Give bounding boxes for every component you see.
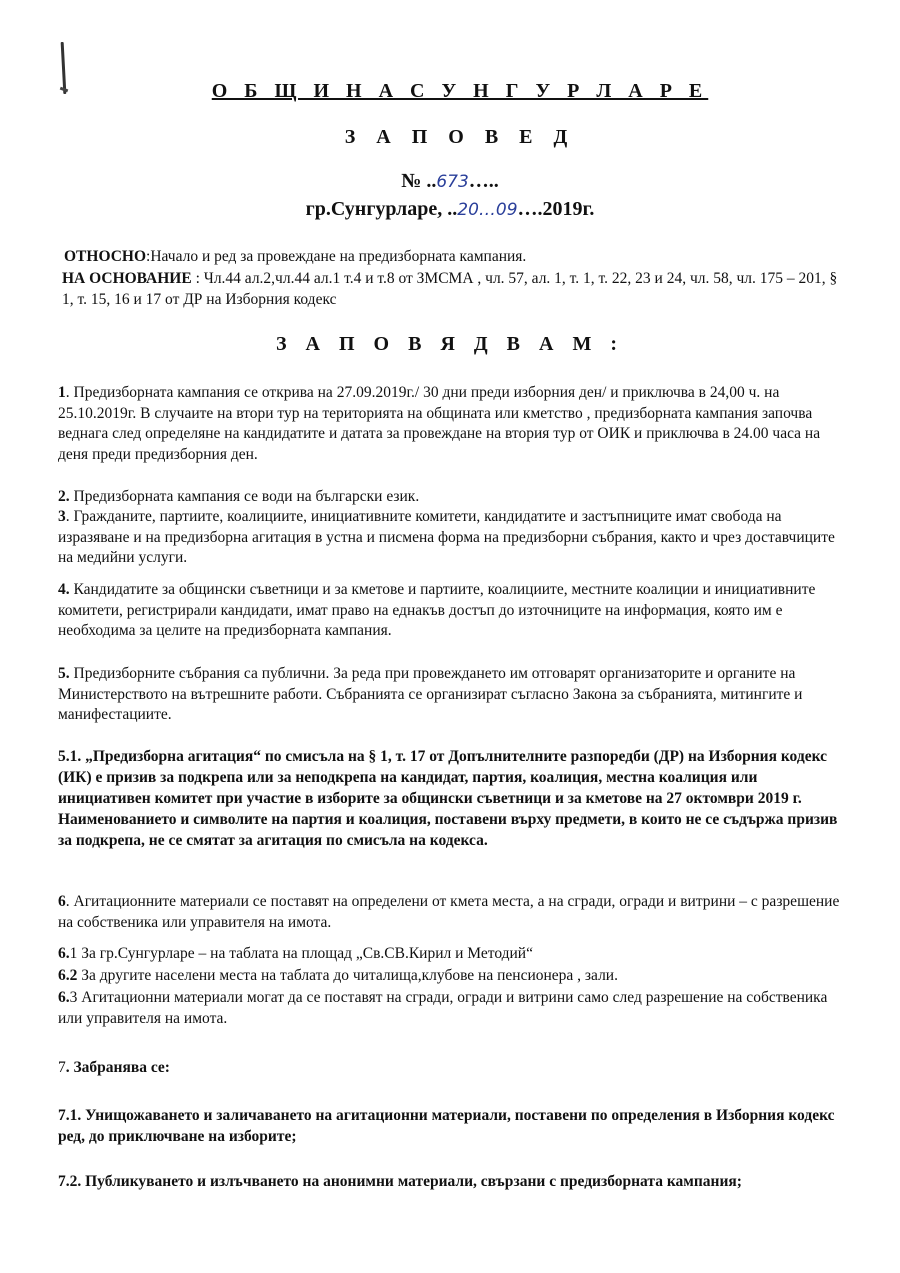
paragraph-6-3: 6.3 Агитационни материали могат да се поставят на сгради, огради и витрини само след разрешение на собственика или управителя на имота. xyxy=(58,989,828,1027)
paragraph-7-1: 7.1. Унищожаването и заличаването на агитационни материали, поставени по определения в Изборния кодекс ред, до приключване на изборите; xyxy=(58,1107,835,1145)
number-prefix: № .. xyxy=(401,170,437,192)
handwritten-date: 20…09 xyxy=(457,200,518,220)
paragraph-6: 6. Агитационните материали се поставят на определени от кмета места, а на сгради, огради и витрини – с разрешение на собственика или управителя на имота. xyxy=(58,893,840,931)
paragraph-5-1: 5.1. „Предизборна агитация“ по смисъла на § 1, т. 17 от Допълнителните разпоредби (ДР) на Изборния кодекс (ИК) е призив за подкрепа или за неподкрепа на кандидат, партия, коалиция, местна коалиция или инициативен комитет при участие в изборите за общински съветници и за кметове на 27 октомври 2019 г. Наименованието и символите на партия и коалиция, поставени върху предмети, в които не се съдържа призив за подкрепа, не се смятат за агитация по смисъла на кодекса. xyxy=(58,748,838,849)
place-prefix: гр.Сунгурларе, .. xyxy=(305,198,458,220)
paragraph-7-2: 7.2. Публикуването и излъчването на анонимни материали, свързани с предизборната кампания; xyxy=(58,1173,742,1190)
municipality-title: О Б Щ И Н А С У Н Г У Р Л А Р Е xyxy=(211,80,709,102)
paragraph-3: 3. Гражданите, партиите, коалициите, инициативните комитети, кандидатите и застъпниците имат свобода на изразяване и на предизборна агитация в устна и писмена форма на предизборни събрания, както и чрез доставчиците на медийни услуги. xyxy=(58,508,835,566)
paragraph-7: 7. Забранява се: xyxy=(58,1059,170,1076)
subject-text: :Начало и ред за провеждане на предизборната кампания. xyxy=(146,248,527,265)
paragraph-6-1: 6.1 За гр.Сунгурларе – на таблата на площад „Св.СВ.Кирил и Методий“ xyxy=(58,945,533,962)
number-suffix: ….. xyxy=(468,170,499,192)
basis-paragraph xyxy=(62,268,842,310)
place-suffix: ….2019г. xyxy=(517,198,595,220)
order-title: З А П О В Е Д xyxy=(344,126,576,148)
paragraph-5: 5. Предизборните събрания са публични. За реда при провеждането им отговарят организаторите и органите на Министерството на вътрешните работи. Събранията се организират съгласно Закона за събранията, митингите и манифестациите. xyxy=(58,665,803,723)
basis-text: : Чл.44 ал.2,чл.44 ал.1 т.4 и т.8 от ЗМСМА , чл. 57, ал. 1, т. 1, т. 22, 23 и 24, чл. 58, чл. 175 – 201, § 1, т. 15, 16 и 17 от ДР на Изборния кодекс xyxy=(62,270,838,308)
basis-label: НА ОСНОВАНИЕ xyxy=(62,270,192,287)
paragraph-2: 2. Предизборната кампания се води на български език. xyxy=(58,488,420,505)
place-date-line xyxy=(0,198,900,221)
command-title: З А П О В Я Д В А М : xyxy=(276,333,624,355)
paragraph-6-2: 6.2 За другите населени места на таблата до читалища,клубове на пенсионера , зали. xyxy=(58,967,618,984)
paragraph-1: 1. Предизборната кампания се открива на 27.09.2019г./ 30 дни преди изборния ден/ и приключва в 24,00 ч. на 25.10.2019г. В случаите на втори тур на територията на общината или кметство , предизборната кампания започва веднага след определяне на кандидатите и датата за провеждане на втория тур от ОИК и приключва в 24.00 часа на деня преди предизборния ден. xyxy=(58,384,821,463)
order-number-line xyxy=(0,170,900,193)
handwritten-number: 673 xyxy=(436,172,469,192)
subject-line xyxy=(64,247,526,267)
paragraph-4: 4. Кандидатите за общински съветници и за кметове и партиите, коалициите, местните коалиции и инициативните комитети, регистрирали кандидати, имат право на еднакъв достъп до източниците на информация, която им е необходима за целите на предизборната кампания. xyxy=(58,581,816,639)
subject-label: ОТНОСНО xyxy=(64,248,147,265)
